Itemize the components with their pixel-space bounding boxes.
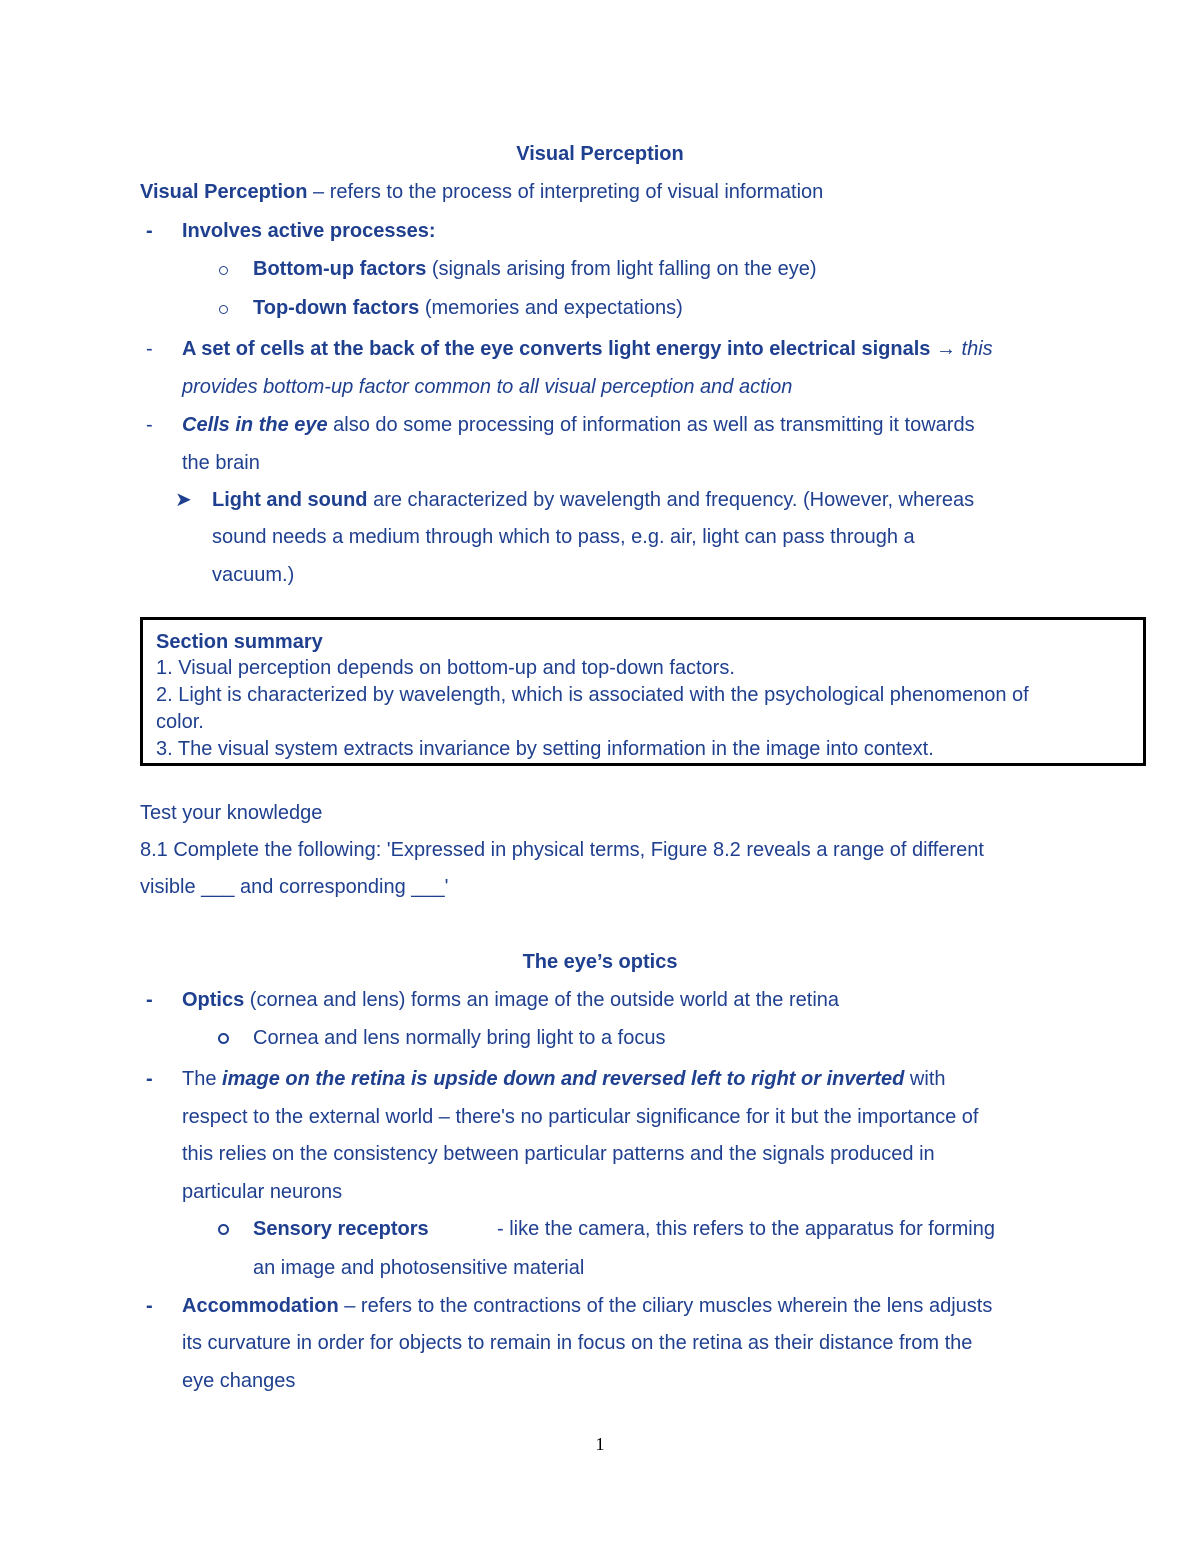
summary-item: color. (156, 711, 204, 733)
section-summary-box (140, 617, 1146, 766)
test-question: 8.1 Complete the following: 'Expressed in physical terms, Figure 8.2 reveals a range of different (140, 839, 984, 861)
bullet-retina-image-cont: respect to the external world – there's no particular significance for it but the importance of (182, 1106, 979, 1128)
bullet-dash: - (146, 989, 153, 1011)
bullet-optics: Optics (cornea and lens) forms an image of the outside world at the retina (182, 989, 840, 1011)
test-question-cont: visible ___ and corresponding ___' (140, 876, 449, 898)
bullet-light-and-sound-cont: vacuum.) (212, 564, 295, 586)
bullet-light-and-sound-cont: sound needs a medium through which to pass, e.g. air, light can pass through a (212, 526, 915, 548)
circle-bullet-icon (219, 266, 228, 275)
section-heading: The eye’s optics (522, 951, 678, 973)
sub-bullet-cornea-lens: Cornea and lens normally bring light to a focus (253, 1027, 666, 1049)
bullet-retina-image-cont: particular neurons (182, 1181, 343, 1203)
intro-definition: Visual Perception – refers to the process of interpreting of visual information (140, 181, 824, 203)
bullet-accommodation-cont: eye changes (182, 1370, 296, 1392)
bullet-dash: - (146, 1295, 153, 1317)
summary-item: 1. Visual perception depends on bottom-up and top-down factors. (156, 657, 735, 679)
bullet-active-processes: Involves active processes: (182, 220, 436, 242)
bullet-accommodation-cont: its curvature in order for objects to remain in focus on the retina as their distance from the (182, 1332, 973, 1354)
bullet-cells-back-of-eye: A set of cells at the back of the eye converts light energy into electrical signals → this (182, 338, 993, 360)
sub-bullet-top-down: Top-down factors (memories and expectations) (253, 297, 683, 319)
bullet-dash: - (146, 220, 153, 242)
bullet-light-and-sound: Light and sound are characterized by wavelength and frequency. (However, whereas (212, 489, 975, 511)
bullet-cells-in-eye-cont: the brain (182, 452, 260, 474)
circle-bullet-icon (219, 305, 228, 314)
summary-item: 3. The visual system extracts invariance by setting information in the image into context. (156, 738, 934, 760)
page-number: 1 (595, 1434, 605, 1454)
bullet-retina-image-cont: this relies on the consistency between particular patterns and the signals produced in (182, 1143, 935, 1165)
sub-bullet-sensory-receptors-def: - like the camera, this refers to the apparatus for forming (497, 1218, 995, 1240)
bullet-dash: - (146, 338, 153, 360)
summary-item: 2. Light is characterized by wavelength, which is associated with the psychological phenomenon of (156, 684, 1029, 706)
sub-bullet-sensory-receptors-term: Sensory receptors (253, 1218, 429, 1240)
bullet-cells-back-of-eye-cont: provides bottom-up factor common to all visual perception and action (182, 376, 793, 398)
bullet-retina-image: The image on the retina is upside down and reversed left to right or inverted with (182, 1068, 946, 1090)
page-title: Visual Perception (516, 143, 684, 165)
bullet-dash: - (146, 414, 153, 436)
bullet-accommodation: Accommodation – refers to the contractions of the ciliary muscles wherein the lens adjusts (182, 1295, 993, 1317)
summary-heading: Section summary (156, 631, 323, 653)
circle-bullet-icon (218, 1224, 229, 1235)
test-heading: Test your knowledge (140, 802, 323, 824)
sub-bullet-sensory-receptors-cont: an image and photosensitive material (253, 1257, 585, 1279)
arrow-bullet-icon: ➤ (175, 489, 192, 511)
bullet-dash: - (146, 1068, 153, 1090)
circle-bullet-icon (218, 1033, 229, 1044)
bullet-cells-in-eye: Cells in the eye also do some processing of information as well as transmitting it towards (182, 414, 975, 436)
sub-bullet-bottom-up: Bottom-up factors (signals arising from light falling on the eye) (253, 258, 817, 280)
